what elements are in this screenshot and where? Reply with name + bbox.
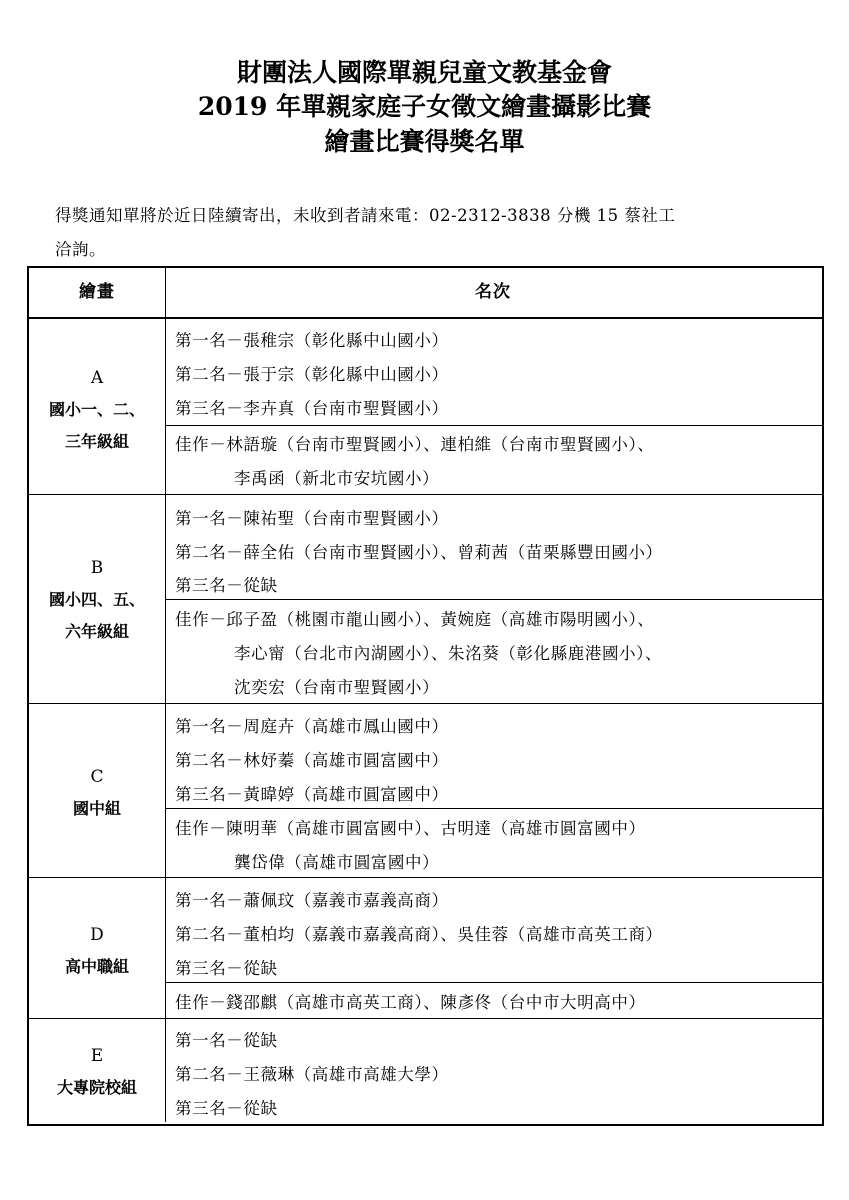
document-heading: 繪畫比賽得獎名單 bbox=[324, 127, 525, 156]
award-row: 第二名－王薇琳（高雄市高雄大學） bbox=[175, 1065, 449, 1084]
category-letter: E bbox=[90, 1046, 104, 1066]
header-category: 繪畫 bbox=[79, 282, 115, 302]
award-row: 第一名－周庭卉（高雄市鳳山國中） bbox=[175, 717, 449, 736]
award-row: 第一名－從缺 bbox=[175, 1031, 278, 1050]
award-row: 第一名－陳祐聖（台南市聖賢國小） bbox=[175, 509, 449, 528]
category-name: 國中組 bbox=[72, 799, 121, 818]
award-row: 佳作－陳明華（高雄市圓富國中）、古明達（高雄市圓富國中） bbox=[175, 819, 646, 838]
category-name: 大專院校組 bbox=[56, 1078, 137, 1097]
category-b bbox=[29, 552, 165, 648]
award-table bbox=[27, 266, 822, 1124]
notice-text-continued: 洽詢。 bbox=[55, 240, 106, 259]
document-subtitle: 2019 年單親家庭子女徵文繪畫攝影比賽 bbox=[197, 92, 652, 121]
award-row: 第二名－董柏均（嘉義市嘉義高商）、吳佳蓉（高雄市高英工商） bbox=[175, 925, 663, 944]
category-name-continued: 三年級組 bbox=[64, 432, 129, 451]
award-row: 第二名－林妤蓁（高雄市圓富國中） bbox=[175, 751, 449, 770]
award-row: 佳作－邱子盈（桃園市龍山國小）、黃婉庭（高雄市陽明國小）、 bbox=[175, 610, 655, 629]
header-rank: 名次 bbox=[475, 282, 511, 302]
category-name-continued: 六年級組 bbox=[64, 622, 129, 641]
award-row: 李心甯（台北市內湖國小）、朱洺葵（彰化縣鹿港國小）、 bbox=[234, 644, 663, 663]
award-row: 第一名－張稚宗（彰化縣中山國小） bbox=[175, 331, 449, 350]
award-row: 沈奕宏（台南市聖賢國小） bbox=[234, 678, 440, 697]
award-row: 第三名－從缺 bbox=[175, 576, 278, 595]
document-title: 財團法人國際單親兒童文教基金會 bbox=[236, 58, 612, 87]
category-e bbox=[29, 1040, 165, 1104]
category-a bbox=[29, 362, 165, 458]
category-letter: A bbox=[90, 368, 104, 388]
category-c bbox=[29, 761, 165, 825]
award-row: 佳作－錢邵麒（高雄市高英工商）、陳彥佟（台中市大明高中） bbox=[175, 993, 646, 1012]
column-divider bbox=[165, 268, 166, 1122]
award-row: 李禹函（新北市安坑國小） bbox=[234, 469, 440, 488]
category-name: 高中職組 bbox=[64, 957, 129, 976]
category-letter: B bbox=[90, 558, 104, 578]
award-row: 第一名－蕭佩玟（嘉義市嘉義高商） bbox=[175, 891, 449, 910]
award-row: 第三名－黃暐婷（高雄市圓富國中） bbox=[175, 785, 449, 804]
category-letter: D bbox=[90, 925, 104, 945]
award-row: 佳作－林語璇（台南市聖賢國小）、連柏維（台南市聖賢國小）、 bbox=[175, 435, 655, 454]
header-divider bbox=[27, 317, 822, 319]
category-d bbox=[29, 919, 165, 983]
award-row: 第三名－從缺 bbox=[175, 1099, 278, 1118]
award-row: 第二名－薛全佑（台南市聖賢國小）、曾莉茜（苗栗縣豐田國小） bbox=[175, 543, 663, 562]
notice-text: 得獎通知單將於近日陸續寄出，未收到者請來電：02-2312-3838 分機 15 蔡社工 bbox=[55, 206, 676, 225]
category-letter: C bbox=[90, 767, 104, 787]
award-row: 第三名－李卉真（台南市聖賢國小） bbox=[175, 399, 449, 418]
category-name: 國小一、二、 bbox=[48, 400, 145, 419]
award-row: 第三名－從缺 bbox=[175, 959, 278, 978]
award-row: 第二名－張于宗（彰化縣中山國小） bbox=[175, 365, 449, 384]
award-row: 龔岱偉（高雄市圓富國中） bbox=[234, 853, 440, 872]
category-name: 國小四、五、 bbox=[48, 590, 145, 609]
